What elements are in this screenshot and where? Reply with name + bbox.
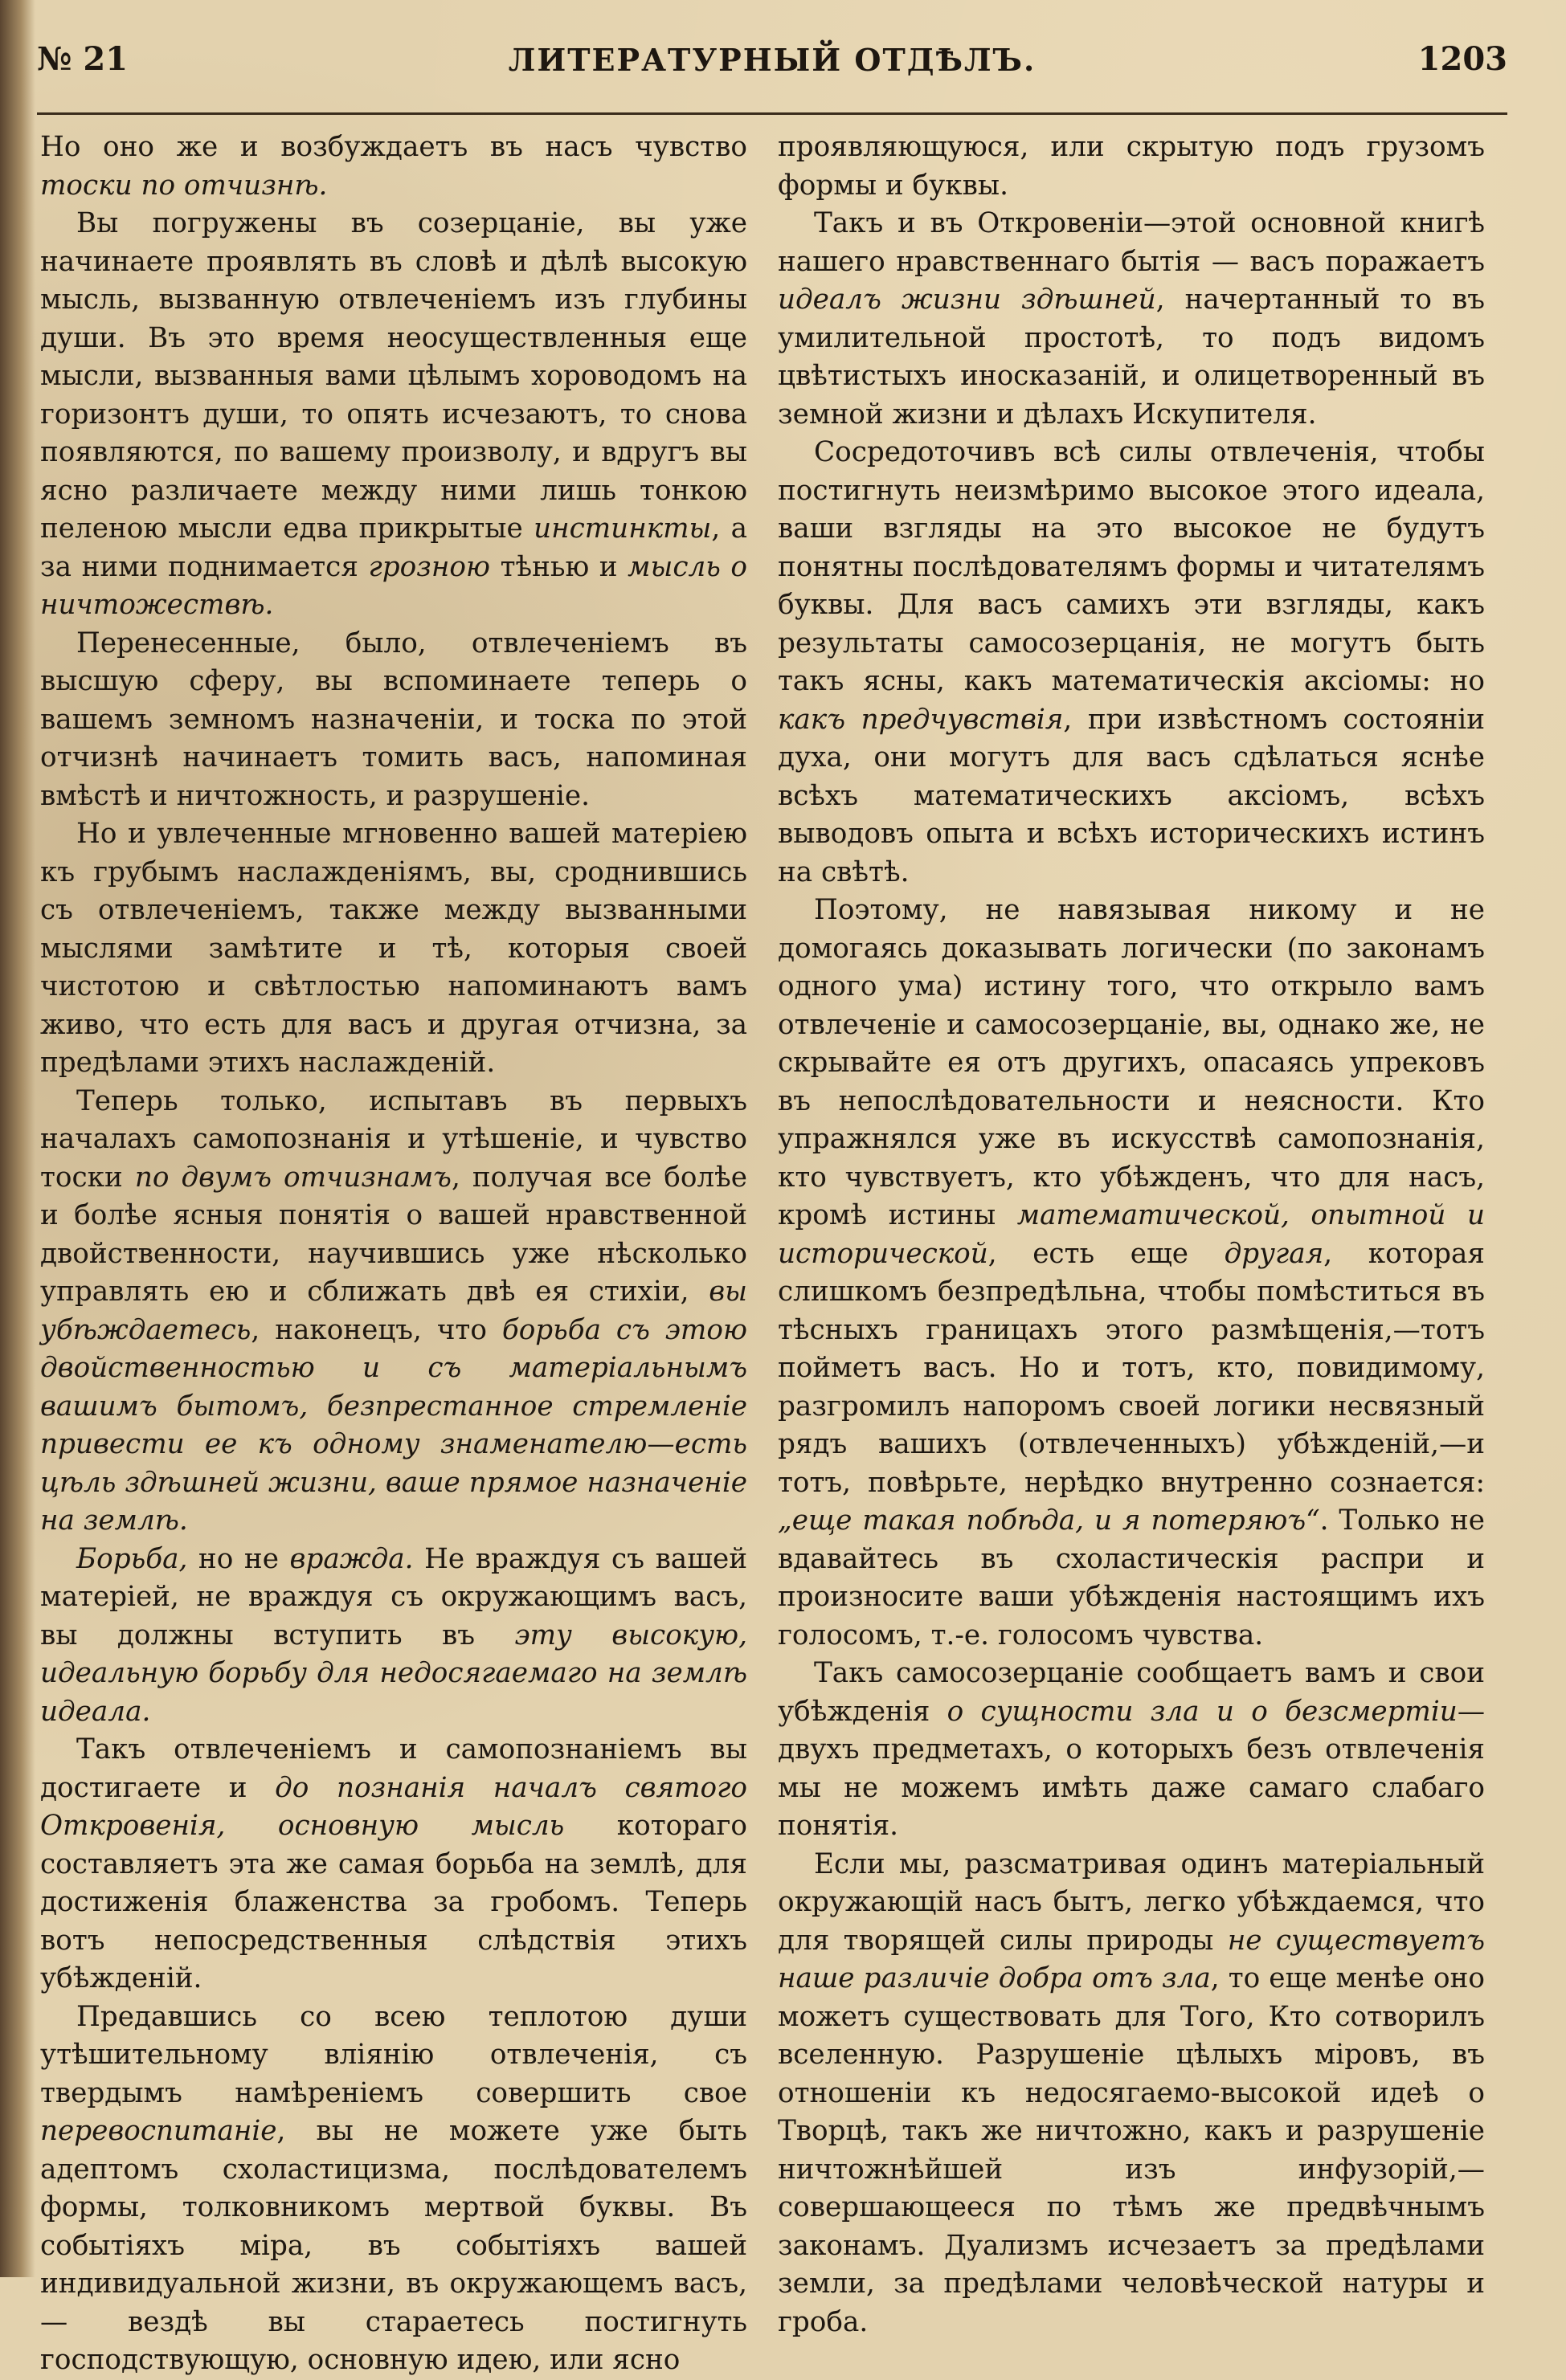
italic-text: по двумъ отчизнамъ (134, 1161, 452, 1194)
text-run: , вы не можете уже быть адептомъ схоластицизма, послѣдователемъ формы, толковникомъ мертвой буквы. Въ событіяхъ міра, въ событіяхъ вашей индивидуальной жизни, въ окружающемъ васъ, — вездѣ вы стараетесь постигнуть господствующую, основную идею, или ясно (40, 2115, 747, 2376)
italic-text: математической, опытной и исторической (778, 1199, 1485, 1270)
italic-text: мысль о ничтожествѣ. (40, 550, 747, 621)
text-run: котораго составляетъ эта же самая борьба на землѣ, для достиженія блаженства за гробомъ. Теперь вотъ непосредственныя слѣдствія этихъ убѣжденій. (40, 1810, 747, 1994)
italic-text: борьба съ этою двойственностью и съ матеріальнымъ вашимъ бытомъ, безпрестанное стремленіе привести ее къ одному знаменателю—есть цѣль здѣшней жизни, ваше прямое назначеніе на землѣ. (40, 1313, 747, 1537)
running-header (37, 40, 1507, 92)
text-run: Если мы, разсматривая одинъ матеріальный окружающій насъ бытъ, легко убѣждаемся, что для творящей силы природы (778, 1847, 1485, 1957)
text-run: , которая слишкомъ безпредѣльна, чтобы помѣститься въ тѣсныхъ границахъ этого размѣщенія,—тотъ пойметъ васъ. Но и тотъ, кто, повидимому, разгромилъ напоромъ своей логики несвязный рядъ вашихъ (отвлеченныхъ) убѣжденій,—и тотъ, повѣрьте, нерѣдко внутренно сознается: (778, 1237, 1485, 1499)
italic-text: вы убѣждаетесь (40, 1276, 747, 1346)
text-run: Вы погружены въ созерцаніе, вы уже начинаете проявлять въ словѣ и дѣлѣ высокую мысль, вызванную отвлеченіемъ изъ глубины души. Въ это время неосуществленныя еще мысли, вызванныя вами цѣлымъ хороводомъ на горизонтъ души, то опять исчезаютъ, то снова появляются, по вашему произволу, и вдругъ вы ясно различаете между ними лишь тонкою пеленою мысли едва прикрытые (40, 207, 747, 545)
italic-text: „еще такая побѣда, и я потеряюъ“ (778, 1504, 1320, 1537)
right-column (778, 129, 1485, 2341)
left-column (40, 129, 747, 2380)
italic-text: грозною (368, 550, 491, 583)
text-run: , а за ними поднимается (40, 512, 747, 583)
italic-text: не существуетъ наше различіе добра отъ зла (778, 1924, 1485, 1994)
italic-text: инстинкты (534, 512, 712, 545)
italic-text: какъ предчувствія (778, 703, 1064, 736)
text-run: проявляющуюся, или скрытую подъ грузомъ формы и буквы. (778, 131, 1485, 202)
text-run: но не (187, 1542, 290, 1575)
text-run: Но оно же и возбуждаетъ въ насъ чувство (40, 131, 747, 163)
italic-text: другая (1224, 1237, 1324, 1270)
text-run: , начертанный то въ умилительной простотѣ, то подъ видомъ цвѣтистыхъ иносказаній, и олицетворенный въ земной жизни и дѣлахъ Искупителя. (778, 284, 1485, 431)
text-run: Поэтому, не навязывая никому и не домогаясь доказывать логически (по законамъ одного ума) истину того, что открыло вамъ отвлеченіе и самосозерцаніе, вы, однако же, не скрывайте ея отъ другихъ, опасаясь упрековъ въ непослѣдовательности и неясности. Кто упражнялся уже въ искусствѣ самопознанія, кто чувствуетъ, кто убѣжденъ, что для насъ, кромѣ истины (778, 894, 1485, 1231)
paragraph (40, 1083, 747, 1541)
paragraph (40, 1998, 747, 2380)
italic-text: вражда. (289, 1542, 414, 1575)
italic-text: эту высокую, идеальную борьбу для недосягаемаго на землѣ идеала. (40, 1619, 747, 1728)
header-rule (37, 112, 1507, 115)
text-run: , наконецъ, что (251, 1313, 502, 1346)
paragraph (778, 205, 1485, 434)
text-run: Но и увлеченные мгновенно вашей матеріею къ грубымъ наслажденіямъ, вы, сроднившись съ отвлеченіемъ, также между вызванными мыслями замѣтите и тѣ, которыя своей чистотою и свѣтлостью напоминаютъ вамъ живо, что есть для васъ и другая отчизна, за предѣлами этихъ наслажденій. (40, 818, 747, 1079)
paragraph (40, 1731, 747, 1998)
text-run: , при извѣстномъ состояніи духа, они могутъ для васъ сдѣлаться яснѣе всѣхъ математическихъ аксіомъ, всѣхъ выводовъ опыта и всѣхъ историческихъ истинъ на свѣтѣ. (778, 703, 1485, 888)
text-run: Такъ отвлеченіемъ и самопознаніемъ вы достигаете и (40, 1733, 747, 1804)
italic-text: до познанія началъ святого Откровенія, основную мысль (40, 1771, 747, 1842)
text-run: Такъ и въ Откровеніи—этой основной книгѣ нашего нравственнаго бытія — васъ поражаетъ (778, 207, 1485, 278)
paragraph (40, 205, 747, 625)
text-run: Сосредоточивъ всѣ силы отвлеченія, чтобы постигнуть неизмѣримо высокое этого идеала, ваши взгляды на это высокое не будутъ понятны послѣдователямъ формы и читателямъ буквы. Для васъ самихъ эти взгляды, какъ результаты самосозерцанія, не могутъ быть такъ ясны, какъ математическія аксіомы: но (778, 436, 1485, 697)
text-run: —двухъ предметахъ, о которыхъ безъ отвлеченія мы не можемъ имѣть даже самаго слабаго понятія. (778, 1695, 1485, 1842)
text-run: Такъ самосозерцаніе сообщаетъ вамъ и свои убѣжденія (778, 1657, 1485, 1728)
italic-text: перевоспитаніе (40, 2115, 277, 2147)
paragraph (40, 625, 747, 816)
page-number: 1203 (1417, 40, 1507, 78)
text-run: Теперь только, испытавъ въ первыхъ началахъ самопознанія и утѣшеніе, и чувство тоски (40, 1084, 747, 1194)
text-run: Не враждуя съ вашей матеріей, не враждуя съ окружающимъ васъ, вы должны вступить въ (40, 1542, 747, 1651)
paragraph (778, 1846, 1485, 2342)
italic-text: Борьба, (76, 1542, 188, 1575)
paragraph (778, 434, 1485, 892)
paragraph (778, 129, 1485, 205)
text-run: , то еще менѣе оно можетъ существовать для Того, Кто сотворилъ вселенную. Разрушеніе цѣлыхъ міровъ, въ отношеніи къ недосягаемо-высокой идеѣ о Творцѣ, такъ же ничтожно, какъ и разрушеніе ничтожнѣйшей изъ инфузорій,—совершающееся по тѣмъ же предвѣчнымъ законамъ. Дуализмъ исчезаетъ за предѣлами земли, за предѣлами человѣческой натуры и гроба. (778, 1962, 1485, 2338)
text-run: тѣнью и (490, 550, 628, 583)
italic-text: о сущности зла и о безсмертіи (947, 1695, 1458, 1728)
italic-text: идеалъ жизни здѣшней (778, 284, 1156, 316)
paragraph (778, 892, 1485, 1655)
section-title: ЛИТЕРАТУРНЫЙ ОТДѢЛЪ. (508, 42, 1037, 78)
text-run: . Только не вдавайтесь въ схоластическія распри и произносите ваши убѣжденія настоящимъ ихъ голосомъ, т.-е. голосомъ чувства. (778, 1504, 1485, 1651)
text-run: , получая все болѣе и болѣе ясныя понятія о вашей нравственной двойственности, научившись уже нѣсколько управлять ею и сближать двѣ ея стихіи, (40, 1161, 748, 1308)
paragraph (40, 1541, 747, 1732)
italic-text: тоски по отчизнѣ. (40, 169, 328, 202)
text-run: Предавшись со всею теплотою души утѣшительному вліянію отвлеченія, съ твердымъ намѣреніемъ совершить свое (40, 2000, 747, 2109)
issue-number: № 21 (37, 40, 129, 78)
paragraph (40, 815, 747, 1083)
paragraph (40, 129, 747, 205)
page-edge-shadow (0, 0, 35, 2277)
paragraph (778, 1655, 1485, 1846)
text-run: Перенесенные, было, отвлеченіемъ въ высшую сферу, вы вспоминаете теперь о вашемъ земномъ назначеніи, и тоска по этой отчизнѣ начинаетъ томить васъ, напоминая вмѣстѣ и ничтожность, и разрушеніе. (40, 627, 747, 812)
text-run: , есть еще (987, 1237, 1225, 1270)
